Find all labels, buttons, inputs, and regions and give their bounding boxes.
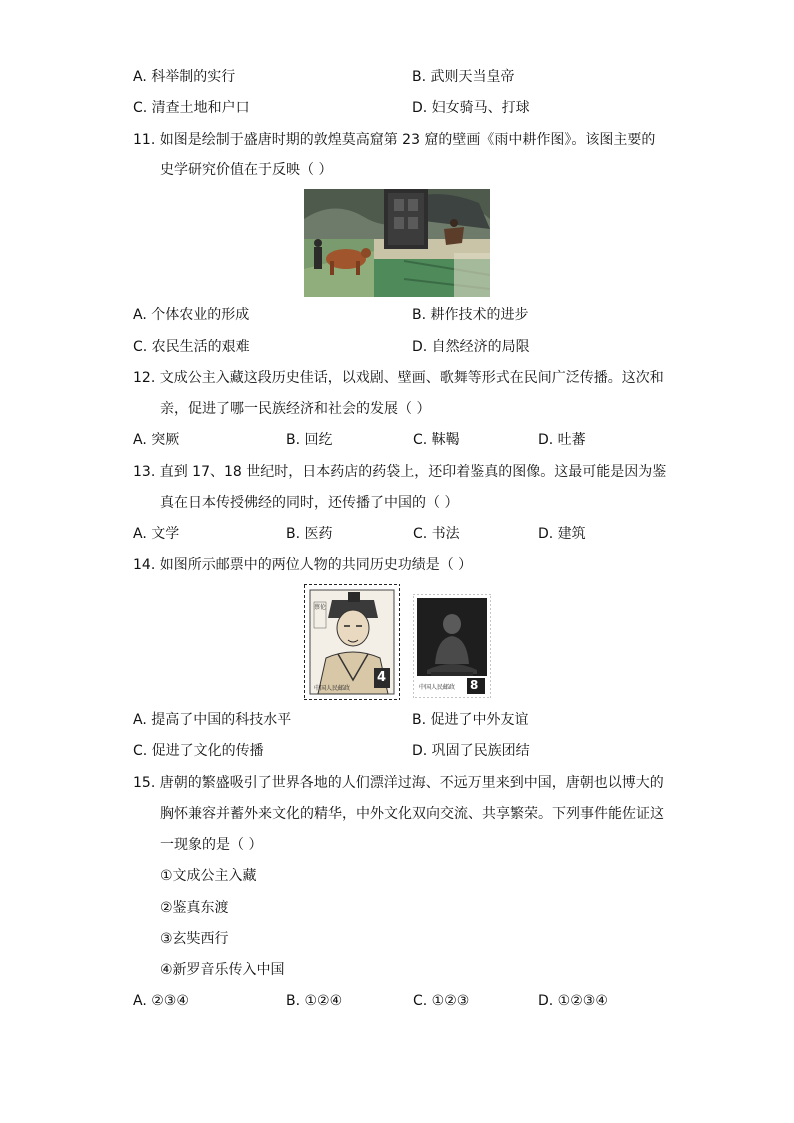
q14-option-d: D. 巩固了民族团结 <box>412 743 530 759</box>
q12-stem-line2: 亲，促进了哪一民族经济和社会的发展（ ） <box>160 401 431 417</box>
q15-stem-line2: 胸怀兼容并蓄外来文化的精华，中外文化双向交流、共享繁荣。下列事件能佐证这 <box>160 806 664 822</box>
stamp-cai-lun-value: 4 <box>377 670 387 685</box>
stamp-cai-lun <box>304 584 400 700</box>
q12-option-b: B. 回纥 <box>286 432 333 448</box>
q15-item-1: ①文成公主入藏 <box>160 868 257 884</box>
q12-option-c: C. 靺鞨 <box>413 432 460 448</box>
q14-option-c: C. 促进了文化的传播 <box>133 743 264 759</box>
q15-option-c: C. ①②③ <box>413 993 470 1009</box>
q15-stem-line3: 一现象的是（ ） <box>160 837 263 853</box>
stamp-cai-lun-country: 中国人民邮政 <box>314 685 351 692</box>
stamp-jianzhen-country: 中国人民邮政 <box>419 684 456 691</box>
stamp-jianzhen <box>413 594 491 698</box>
q13-option-b: B. 医药 <box>286 526 333 542</box>
stamp-cai-lun-name: 蔡伦 <box>314 604 327 611</box>
q11-option-c: C. 农民生活的艰难 <box>133 339 250 355</box>
q12-option-d: D. 吐蕃 <box>538 432 586 448</box>
q10-option-d: D. 妇女骑马、打球 <box>412 100 530 116</box>
q13-option-d: D. 建筑 <box>538 526 586 542</box>
q12-stem-line1: 12. 文成公主入藏这段历史佳话，以戏剧、壁画、歌舞等形式在民间广泛传播。这次和 <box>133 370 664 386</box>
q14-stem-line1: 14. 如图所示邮票中的两位人物的共同历史功绩是（ ） <box>133 557 473 573</box>
q13-stem-line2: 真在日本传授佛经的同时，还传播了中国的（ ） <box>160 495 459 511</box>
q11-option-a: A. 个体农业的形成 <box>133 307 250 323</box>
q13-stem-line1: 13. 直到 17、18 世纪时，日本药店的药袋上，还印着鉴真的图像。这最可能是因为鉴 <box>133 464 667 480</box>
q10-option-b: B. 武则天当皇帝 <box>412 69 515 85</box>
q12-option-a: A. 突厥 <box>133 432 180 448</box>
q15-item-3: ③玄奘西行 <box>160 931 229 947</box>
q15-option-b: B. ①②④ <box>286 993 343 1009</box>
q15-option-a: A. ②③④ <box>133 993 189 1009</box>
q11-stem-line1: 11. 如图是绘制于盛唐时期的敦煌莫高窟第 23 窟的壁画《雨中耕作图》。该图主要的 <box>133 132 656 148</box>
q15-item-2: ②鉴真东渡 <box>160 900 229 916</box>
q11-option-b: B. 耕作技术的进步 <box>412 307 529 323</box>
q13-option-c: C. 书法 <box>413 526 460 542</box>
q11-stem-line2: 史学研究价值在于反映（ ） <box>160 162 333 178</box>
q10-option-c: C. 清查土地和户口 <box>133 100 250 116</box>
stamp-jianzhen-value: 8 <box>470 678 479 692</box>
q15-option-d: D. ①②③④ <box>538 993 608 1009</box>
q11-option-d: D. 自然经济的局限 <box>412 339 530 355</box>
q15-item-4: ④新罗音乐传入中国 <box>160 962 285 978</box>
q13-option-a: A. 文学 <box>133 526 180 542</box>
mural-image <box>304 189 490 297</box>
q10-option-a: A. 科举制的实行 <box>133 69 236 85</box>
q14-option-a: A. 提高了中国的科技水平 <box>133 712 292 728</box>
q14-option-b: B. 促进了中外友谊 <box>412 712 529 728</box>
q15-stem-line1: 15. 唐朝的繁盛吸引了世界各地的人们漂洋过海、不远万里来到中国，唐朝也以博大的 <box>133 775 664 791</box>
